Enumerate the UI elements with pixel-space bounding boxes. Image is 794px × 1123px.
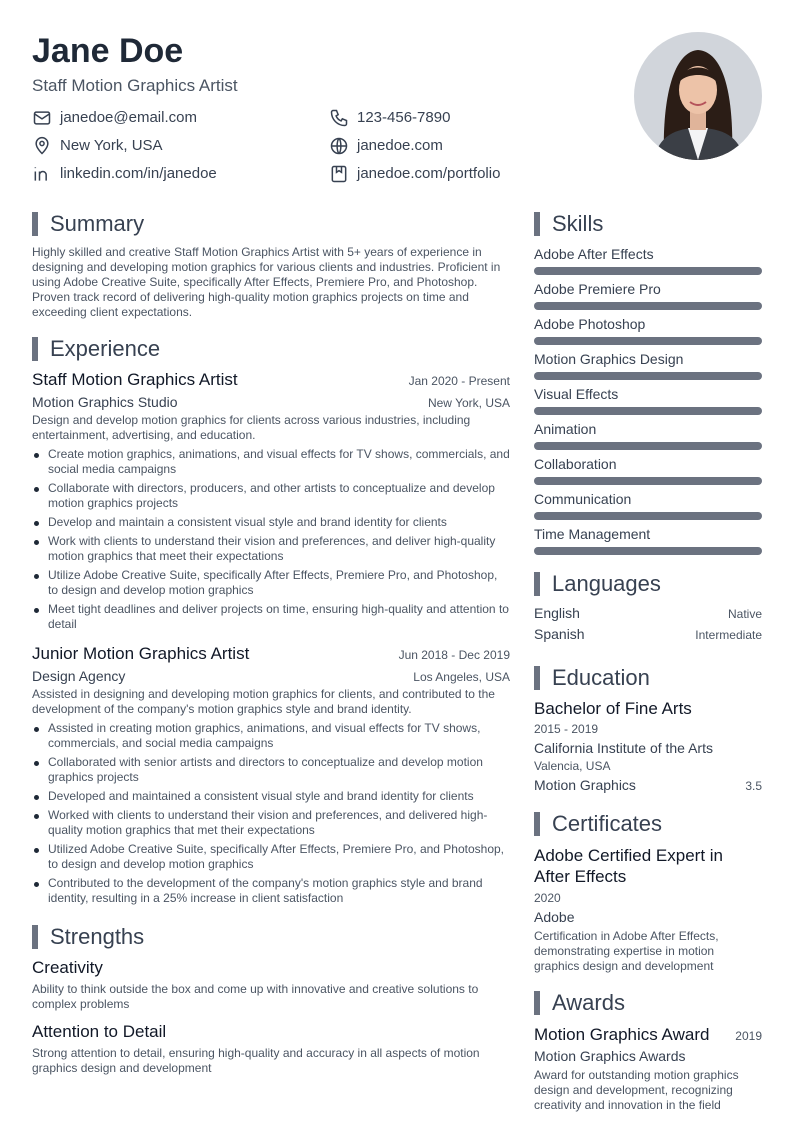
job-bullet: Utilized Adobe Creative Suite, specifically After Effects, Premiere Pro, and Photoshop, to design and develop motion graphics — [32, 842, 510, 872]
experience-section — [32, 336, 510, 906]
skill-item — [534, 385, 762, 415]
skill-name: Adobe Photoshop — [534, 316, 646, 332]
bookmark-icon — [329, 164, 349, 184]
profile-photo — [634, 32, 762, 160]
skill-level-bar — [534, 477, 762, 485]
strengths-section — [32, 924, 510, 1076]
job-bullet: Developed and maintained a consistent visual style and brand identity for clients — [32, 789, 510, 804]
job-company: Design Agency — [32, 668, 126, 684]
left-column — [32, 211, 510, 1076]
skill-name: Animation — [534, 421, 597, 437]
job-title: Staff Motion Graphics Artist — [32, 370, 238, 389]
candidate-name: Jane Doe — [32, 32, 184, 70]
skill-name: Time Management — [534, 526, 651, 542]
contact-phone-text: 123-456-7890 — [357, 109, 451, 126]
certificates-section — [534, 811, 762, 974]
language-item — [534, 626, 762, 647]
contact-portfolio[interactable] — [329, 163, 589, 184]
job-bullet: Work with clients to understand their vision and preferences, and deliver high-quality motion graphics that meet their expectations — [32, 534, 510, 564]
email-icon — [32, 108, 52, 128]
globe-icon — [329, 136, 349, 156]
certificate-title: Adobe Certified Expert in After Effects — [534, 846, 723, 886]
award-issuer: Motion Graphics Awards — [534, 1048, 686, 1064]
skill-level-bar — [534, 407, 762, 415]
contact-email-text: janedoe@email.com — [60, 109, 197, 126]
education-section — [534, 665, 762, 793]
job-date: Jan 2020 - Present — [408, 374, 510, 388]
linkedin-icon — [32, 164, 52, 184]
skill-name: Visual Effects — [534, 386, 619, 402]
job-bullet: Collaborated with senior artists and directors to conceptualize and develop motion graphics projects — [32, 755, 510, 785]
skill-level-bar — [534, 512, 762, 520]
phone-icon — [329, 108, 349, 128]
contact-linkedin-text: linkedin.com/in/janedoe — [60, 165, 217, 182]
contact-location-text: New York, USA — [60, 137, 163, 154]
language-level: Native — [727, 607, 762, 621]
job-bullet: Contributed to the development of the company's motion graphics style and brand identity, resulting in a 25% increase in client satisfaction — [32, 876, 510, 906]
languages-section — [534, 571, 762, 647]
education-school: California Institute of the Arts — [534, 740, 713, 756]
location-icon — [32, 136, 52, 156]
skill-item — [534, 525, 762, 555]
skill-item — [534, 280, 762, 310]
skill-name: Motion Graphics Design — [534, 351, 684, 367]
awards-section — [534, 990, 762, 1113]
job-bullets — [32, 447, 510, 632]
job-entry — [32, 370, 510, 632]
skill-name: Collaboration — [534, 456, 617, 472]
languages-heading: Languages — [534, 571, 762, 597]
strength-text: Ability to think outside the box and come up with innovative and creative solutions to complex problems — [32, 982, 479, 1011]
job-bullet: Meet tight deadlines and deliver projects on time, ensuring high-quality and attention to detail — [32, 602, 510, 632]
job-bullets — [32, 721, 510, 906]
strength-item — [32, 1022, 510, 1076]
job-bullet: Create motion graphics, animations, and visual effects for TV shows, commercials, and social media campaigns — [32, 447, 510, 477]
summary-heading: Summary — [32, 211, 510, 237]
job-bullet: Collaborate with directors, producers, and other artists to conceptualize and develop motion graphics projects — [32, 481, 510, 511]
education-location: Valencia, USA — [534, 759, 611, 773]
job-description: Assisted in designing and developing motion graphics for clients, and contributed to the development of the company's motion graphics style and brand identity. — [32, 687, 495, 716]
certificate-issuer: Adobe — [534, 909, 575, 925]
contact-list — [32, 107, 592, 184]
job-entry — [32, 644, 510, 906]
job-location: New York, USA — [427, 396, 510, 410]
job-bullet: Develop and maintain a consistent visual style and brand identity for clients — [32, 515, 510, 530]
award-year: 2019 — [735, 1029, 762, 1043]
contact-linkedin[interactable] — [32, 163, 329, 184]
experience-heading: Experience — [32, 336, 510, 362]
right-column — [534, 211, 762, 1113]
certificates-heading: Certificates — [534, 811, 762, 837]
contact-website[interactable] — [329, 135, 589, 156]
job-bullet: Worked with clients to understand their vision and preferences, and delivered high-quality motion graphics that met their expectations — [32, 808, 510, 838]
skill-level-bar — [534, 547, 762, 555]
language-name: English — [534, 605, 580, 621]
skill-item — [534, 455, 762, 485]
strengths-heading: Strengths — [32, 924, 510, 950]
strength-text: Strong attention to detail, ensuring high-quality and accuracy in all aspects of motion graphics design and development — [32, 1046, 480, 1075]
award-description: Award for outstanding motion graphics design and development, recognizing creativity and innovation in the field — [534, 1068, 739, 1112]
education-field: Motion Graphics — [534, 777, 636, 793]
job-date: Jun 2018 - Dec 2019 — [398, 648, 510, 662]
job-bullet: Assisted in creating motion graphics, animations, and visual effects for TV shows, commercials, and social media campaigns — [32, 721, 510, 751]
summary-text: Highly skilled and creative Staff Motion Graphics Artist with 5+ years of experience in designing and developing motion graphics for various clients and industries. Proficient in using Adobe Creative Suite, specifically After Effects, Premiere Pro, and Photoshop. Proven track record of delivering high-quality motion graphics projects on time and exceeding client expectations. — [32, 245, 501, 319]
skill-level-bar — [534, 267, 762, 275]
skill-level-bar — [534, 302, 762, 310]
award-title: Motion Graphics Award — [534, 1025, 710, 1044]
skills-section — [534, 211, 762, 555]
certificate-description: Certification in Adobe After Effects, demonstrating expertise in motion graphics design and development — [534, 929, 719, 973]
contact-portfolio-text: janedoe.com/portfolio — [357, 165, 501, 182]
education-dates: 2015 - 2019 — [534, 722, 599, 736]
certificate-year: 2020 — [534, 891, 561, 905]
skill-level-bar — [534, 372, 762, 380]
skill-item — [534, 245, 762, 275]
skill-name: Adobe After Effects — [534, 246, 654, 262]
skill-item — [534, 490, 762, 520]
job-title: Junior Motion Graphics Artist — [32, 644, 250, 663]
skill-level-bar — [534, 442, 762, 450]
contact-email[interactable] — [32, 107, 329, 128]
awards-heading: Awards — [534, 990, 762, 1016]
education-gpa: 3.5 — [745, 779, 762, 793]
contact-website-text: janedoe.com — [357, 137, 443, 154]
contact-phone[interactable] — [329, 107, 589, 128]
job-company: Motion Graphics Studio — [32, 394, 178, 410]
skill-item — [534, 420, 762, 450]
strength-title: Creativity — [32, 958, 103, 977]
strength-title: Attention to Detail — [32, 1022, 167, 1041]
candidate-title: Staff Motion Graphics Artist — [32, 76, 238, 95]
skill-item — [534, 315, 762, 345]
skill-name: Communication — [534, 491, 632, 507]
summary-section — [32, 211, 510, 320]
job-description: Design and develop motion graphics for clients across various industries, including entertainment, advertising, and education. — [32, 413, 471, 442]
job-bullet: Utilize Adobe Creative Suite, specifically After Effects, Premiere Pro, and Photoshop, to design and develop motion graphics — [32, 568, 510, 598]
language-level: Intermediate — [695, 628, 762, 642]
skill-item — [534, 350, 762, 380]
language-item — [534, 605, 762, 626]
resume-header — [32, 30, 592, 184]
language-name: Spanish — [534, 626, 585, 642]
contact-location — [32, 135, 329, 156]
job-location: Los Angeles, USA — [413, 670, 510, 684]
skill-level-bar — [534, 337, 762, 345]
skill-name: Adobe Premiere Pro — [534, 281, 661, 297]
education-degree: Bachelor of Fine Arts — [534, 699, 692, 718]
strength-item — [32, 958, 510, 1012]
skills-heading: Skills — [534, 211, 762, 237]
education-heading: Education — [534, 665, 762, 691]
